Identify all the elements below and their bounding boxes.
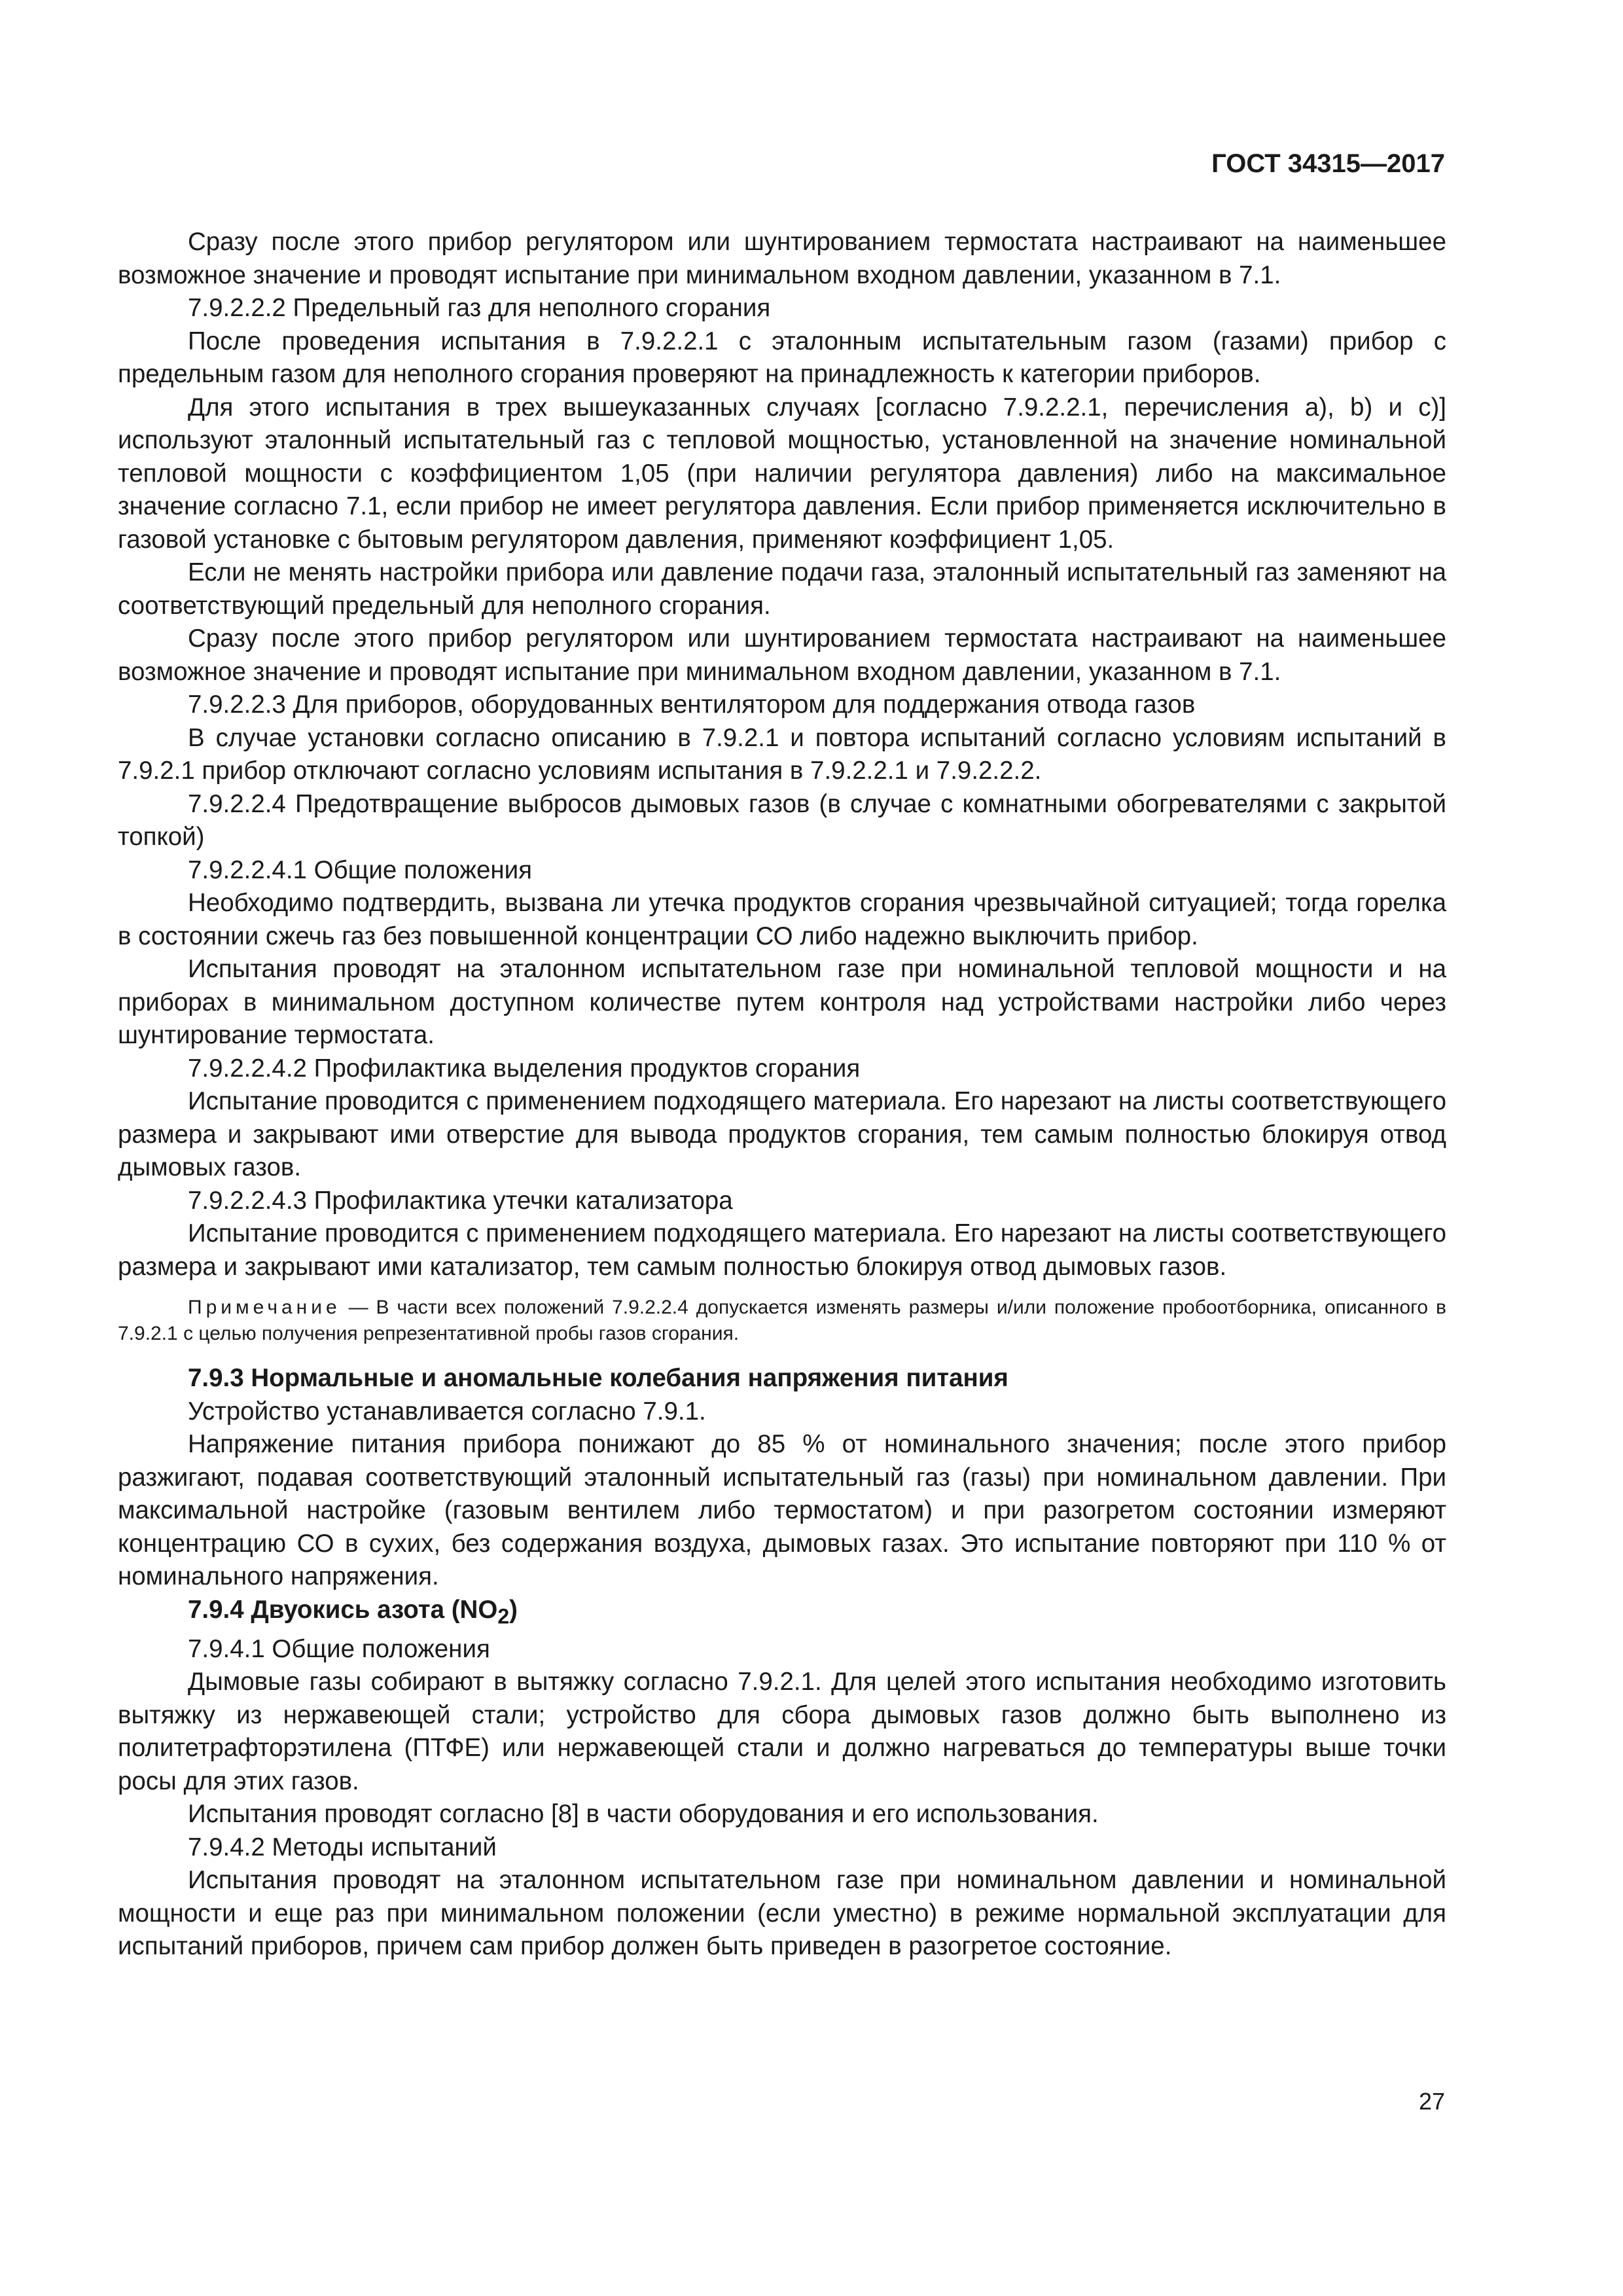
paragraph: Напряжение питания прибора понижают до 85 % от номинального значения; после этого прибор разжигают, подавая соответствующий эталонный испытательный газ (газы) при номинальном давлении. При максимальной настройке (газовым вентилем либо термостатом) и при разогретом состоянии измеряют концентрацию СО в сухих, без содержания воздуха, дымовых газах. Это испытание повторяют при 110 % от номинального напряжения. xyxy=(118,1430,1446,1590)
note-text: — В части всех положений 7.9.2.2.4 допускается изменять размеры и/или положение пробоотборника, описанного в 7.9.2.1 с целью получения репрезентативной пробы газов сгорания. xyxy=(118,1297,1446,1344)
clause-title: 7.9.2.2.2 Предельный газ для неполного сгорания xyxy=(188,294,771,322)
heading-subscript: 2 xyxy=(497,1604,510,1628)
paragraph: Необходимо подтвердить, вызвана ли утечка продуктов сгорания чрезвычайной ситуацией; тогда горелка в состоянии сжечь газ без повышенной концентрации СО либо надежно выключить прибор. xyxy=(118,889,1446,950)
paragraph: Испытания проводят согласно [8] в части оборудования и его использования. xyxy=(188,1800,1099,1829)
paragraph: Испытание проводится с применением подходящего материала. Его нарезают на листы соответствующего размера и закрывают ими катализатор, тем самым полностью блокируя отвод дымовых газов. xyxy=(118,1219,1446,1281)
paragraph: Для этого испытания в трех вышеуказанных случаях [согласно 7.9.2.2.1, перечисления а), b) и с)] используют эталонный испытательный газ с тепловой мощностью, установленной на значение номинальной тепловой мощности с коэффициентом 1,05 (при наличии регулятора давления) либо на максимальное значение согласно 7.1, если прибор не имеет регулятора давления. Если прибор применяется исключительно в газовой установке с бытовым регулятором давления, применяют коэффициент 1,05. xyxy=(118,393,1446,554)
heading-text: 7.9.4 Двуокись азота (NO xyxy=(188,1595,498,1624)
paragraph: Сразу после этого прибор регулятором или шунтированием термостата настраивают на наименьшее возможное значение и проводят испытание при минимальном входном давлении, указанном в 7.1. xyxy=(118,228,1446,289)
clause-title: 7.9.4.1 Общие положения xyxy=(188,1634,490,1663)
page-number: 27 xyxy=(1418,2088,1445,2115)
note-label: Примечание xyxy=(188,1297,341,1318)
paragraph: После проведения испытания в 7.9.2.2.1 с эталонным испытательным газом (газами) прибор с предельным газом для неполного сгорания проверяют на принадлежность к категории приборов. xyxy=(118,327,1446,388)
paragraph: Сразу после этого прибор регулятором или шунтированием термостата настраивают на наименьшее возможное значение и проводят испытание при минимальном входном давлении, указанном в 7.1. xyxy=(118,624,1446,686)
clause-title: 7.9.2.2.4 Предотвращение выбросов дымовых газов (в случае с комнатными обогревателями с закрытой топкой) xyxy=(118,789,1446,851)
paragraph: Испытание проводится с применением подходящего материала. Его нарезают на листы соответствующего размера и закрывают ими отверстие для вывода продуктов сгорания, тем самым полностью блокируя отвод дымовых газов. xyxy=(118,1087,1446,1181)
clause-title: 7.9.2.2.4.1 Общие положения xyxy=(188,855,533,884)
paragraph: Испытания проводят на эталонном испытательном газе при номинальном давлении и номинальной мощности и еще раз при минимальном положении (если уместно) в режиме нормальной эксплуатации для испытаний приборов, причем сам прибор должен быть приведен в разогретое состояние. xyxy=(118,1866,1446,1961)
section-heading-7-9-4 xyxy=(118,1594,1446,1633)
paragraph: Испытания проводят на эталонном испытательном газе при номинальной тепловой мощности и на приборах в минимальном доступном количестве путем контроля над устройствами настройки либо через шунтирование термостата. xyxy=(118,955,1446,1049)
document-id-header: ГОСТ 34315—2017 xyxy=(1211,149,1445,178)
clause-title: 7.9.2.2.4.3 Профилактика утечки катализатора xyxy=(188,1186,733,1215)
paragraph: Устройство устанавливается согласно 7.9.1. xyxy=(188,1397,706,1426)
paragraph: Дымовые газы собирают в вытяжку согласно 7.9.2.1. Для целей этого испытания необходимо изготовить вытяжку из нержавеющей стали; устройство для сбора дымовых газов должно быть выполнено из политетрафторэтилена (ПТФЕ) или нержавеющей стали и должно нагреваться до температуры выше точки росы для этих газов. xyxy=(118,1668,1446,1795)
clause-title: 7.9.4.2 Методы испытаний xyxy=(188,1833,497,1861)
paragraph: В случае установки согласно описанию в 7.9.2.1 и повтора испытаний согласно условиям испытаний в 7.9.2.1 прибор отключают согласно условиям испытания в 7.9.2.2.1 и 7.9.2.2.2. xyxy=(118,723,1446,785)
main-content xyxy=(118,226,1446,1964)
clause-title: 7.9.2.2.4.2 Профилактика выделения продуктов сгорания xyxy=(188,1054,861,1083)
section-heading-7-9-3: 7.9.3 Нормальные и аномальные колебания напряжения питания xyxy=(188,1364,1008,1392)
heading-close: ) xyxy=(509,1595,518,1624)
paragraph: Если не менять настройки прибора или давление подачи газа, эталонный испытательный газ заменяют на соответствующий предельный для неполного сгорания. xyxy=(118,558,1446,620)
clause-title: 7.9.2.2.3 Для приборов, оборудованных вентилятором для поддержания отвода газов xyxy=(188,691,1196,719)
note xyxy=(118,1295,1446,1347)
